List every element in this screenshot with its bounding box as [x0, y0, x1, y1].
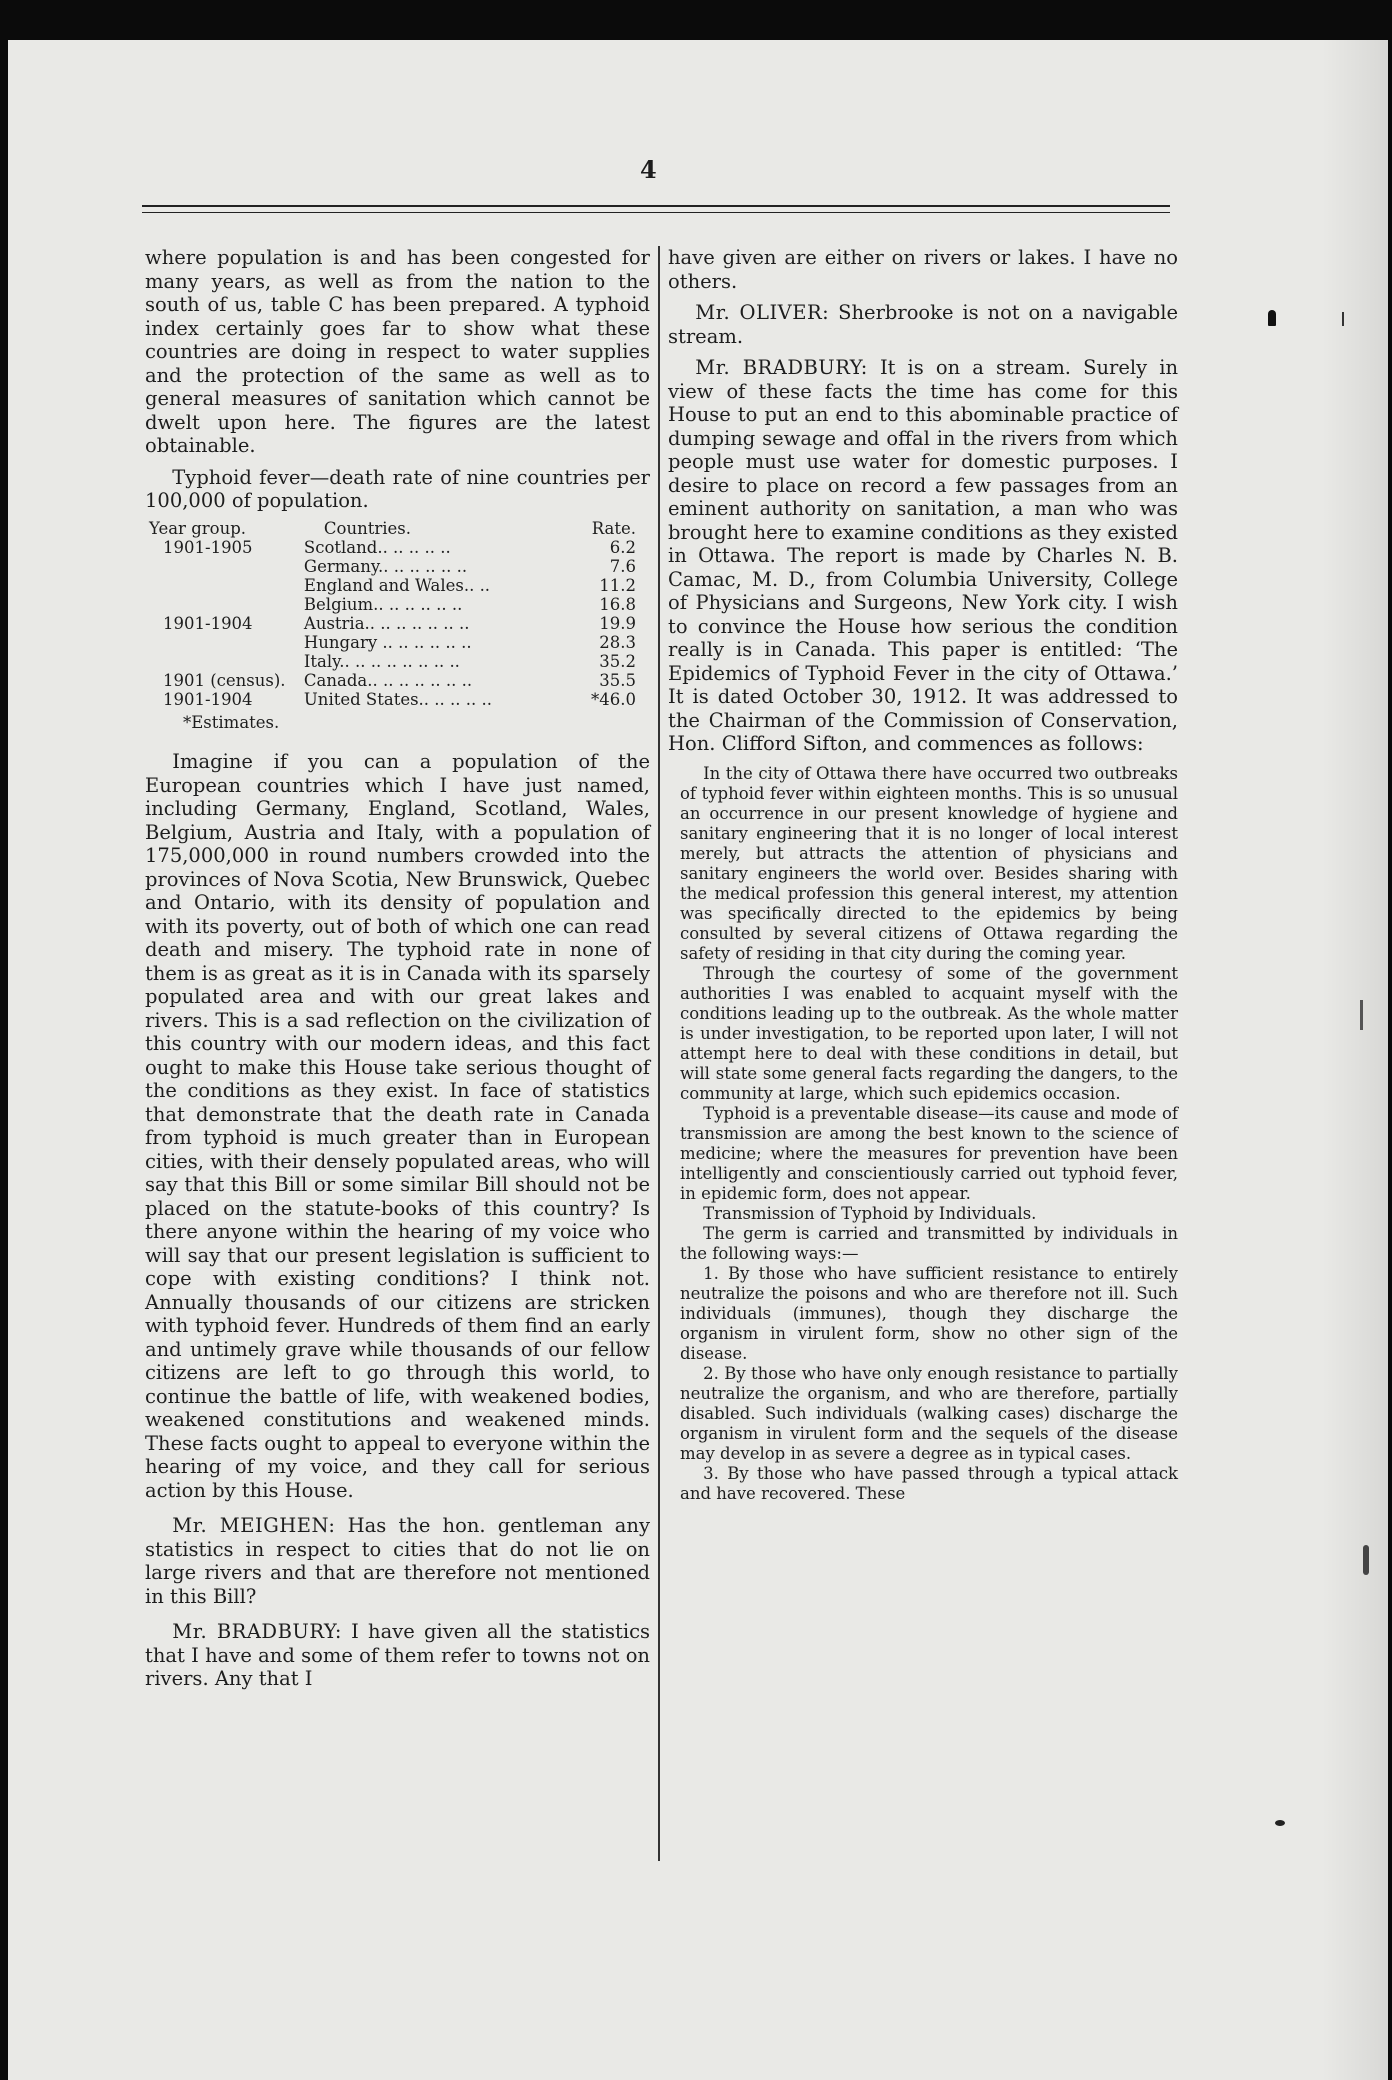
rate-cell: 35.5: [599, 670, 636, 690]
paragraph-bradbury-reply: [145, 1620, 650, 1691]
year-cell: [145, 576, 304, 595]
speaker-meighen: Mr. MEIGHEN:: [172, 1514, 336, 1537]
table-row: [145, 557, 650, 576]
meighen-question: Has the hon. gentleman any statistics in respect to cities that do not lie on large rivers and that are therefore not mentioned in this Bill?: [145, 1514, 650, 1608]
year-cell: 1901 (census).: [163, 670, 286, 690]
right-column: [668, 246, 1178, 1504]
oliver-remark: Sherbrooke is not on a navigable stream.: [668, 301, 1178, 348]
country-cell: Austria.. .. .. .. .. .. ..: [303, 613, 470, 633]
country-cell: Canada.. .. .. .. .. .. ..: [303, 670, 473, 690]
table-row: [145, 671, 650, 690]
table-row: [145, 576, 650, 595]
quote-paragraph: In the city of Ottawa there have occurred two outbreaks of typhoid fever within eighteen months. This is so unusual an occurrence in our present knowledge of hygiene and sanitary engineering that it is no longer of local interest merely, but attracts the attention of physicians and sanitary engineers the world over. Besides sharing with the medical profession this general interest, my attention was specifically directed to the epidemics by being consulted by several citizens of Ottawa regarding the safety of residing in that city during the coming year.: [680, 763, 1178, 963]
paragraph-imagine: Imagine if you can a population of the European countries which I have just named, including Germany, England, Scotland, Wales, Belgium, Austria and Italy, with a population of 175,000,000 in round numbers crowded into the provinces of Nova Scotia, New Brunswick, Quebec and Ontario, with its density of population and with its poverty, out of both of which one can read death and misery. The typhoid rate in none of them is as great as it is in Canada with its sparsely populated area and with our great lakes and rivers. This is a sad reflection on the civilization of this country with our modern ideas, and this fact ought to make this House take serious thought of the conditions as they exist. In face of statistics that demonstrate that the death rate in Canada from typhoid is much greater than in European cities, with their densely populated areas, who will say that this Bill or some similar Bill should not be placed on the statute-books of this country? Is there anyone within the hearing of my voice who will say that our present legislation is sufficient to cope with existing conditions? I think not. Annually thousands of our citizens are stricken with typhoid fever. Hundreds of them find an early and untimely grave while thousands of our fellow citizens are left to go through this world, to continue the battle of life, with weakened bodies, weakened constitutions and weakened minds. These facts ought to appeal to everyone within the hearing of my voice, and they call for serious action by this House.: [145, 750, 650, 1502]
column-divider: [658, 246, 660, 1861]
table-row: [145, 633, 650, 652]
table-row: [145, 690, 650, 709]
scan-speck: [1342, 312, 1344, 326]
year-cell: [145, 557, 304, 576]
table-footnote: *Estimates.: [183, 712, 280, 732]
quote-list-item: 2. By those who have only enough resistance to partially neutralize the organism, and who are therefore, partially disabled. Such individuals (walking cases) discharge the organism in virulent form and the sequels of the disease may develop in as severe a degree as in typical cases.: [680, 1363, 1178, 1463]
header-year-group: Year group.: [149, 518, 247, 538]
rate-cell: *46.0: [591, 689, 636, 709]
quote-list-item: 3. By those who have passed through a typical attack and have recovered. These: [680, 1463, 1178, 1503]
intro-paragraph: where population is and has been congested for many years, as well as from the nation to the south of us, table C has been prepared. A typhoid index certainly goes far to show what these countries are doing in respect to water supplies and the protection of the same as well as to general measures of sanitation which cannot be dwelt upon here. The figures are the latest obtainable.: [145, 246, 650, 457]
quote-paragraph: Through the courtesy of some of the government authorities I was enabled to acquaint myself with the conditions leading up to the outbreak. As the whole matter is under investigation, to be reported upon later, I will not attempt here to deal with these conditions in detail, but will state some general facts regarding the dangers, to the community at large, which such epidemics occasion.: [680, 963, 1178, 1103]
rate-cell: 28.3: [599, 632, 636, 652]
scan-speck: [1360, 1000, 1363, 1030]
paragraph-bradbury-statement: [668, 356, 1178, 756]
table-header-row: [145, 519, 650, 538]
speaker-bradbury: Mr. BRADBURY:: [695, 356, 868, 379]
country-cell: Germany.. .. .. .. .. ..: [303, 556, 468, 576]
year-cell: 1901-1905: [163, 537, 253, 557]
table-row: [145, 614, 650, 633]
year-cell: [145, 595, 304, 614]
bradbury-statement: It is on a stream. Surely in view of these facts the time has come for this House to put an end to this abominable practice of dumping sewage and offal in the rivers from which people must use water for domestic purposes. I desire to place on record a few passages from an eminent authority on sanitation, a man who was brought here to examine conditions as they existed in Ottawa. The report is made by Charles N. B. Camac, M. D., from Columbia University, College of Physicians and Surgeons, New York city. I wish to convince the House how serious the condition really is in Canada. This paper is entitled: ‘The Epidemics of Typhoid Fever in the city of Ottawa.’ It is dated October 30, 1912. It was addressed to the Chairman of the Commission of Conservation, Hon. Clifford Sifton, and commences as follows:: [668, 356, 1179, 755]
quote-subheading: Transmission of Typhoid by Individuals.: [703, 1203, 1037, 1223]
continuation-text: have given are either on rivers or lakes. I have no others.: [668, 246, 1178, 293]
year-cell: 1901-1904: [163, 689, 253, 709]
header-rule-top: [142, 205, 1170, 207]
paragraph-meighen: [145, 1514, 650, 1608]
page-edge-shadow: [1322, 40, 1392, 2080]
country-cell: Italy.. .. .. .. .. .. .. ..: [303, 651, 460, 671]
rate-cell: 19.9: [599, 613, 636, 633]
camac-report-quote: [668, 764, 1178, 1504]
header-rule-bottom: [142, 212, 1170, 213]
rate-cell: 6.2: [609, 537, 636, 557]
bradbury-reply: I have given all the statistics that I have and some of them refer to towns not on rivers. Any that I: [145, 1620, 650, 1690]
table-caption: Typhoid fever—death rate of nine countries per 100,000 of population.: [145, 465, 650, 512]
page-number: 4: [640, 155, 657, 184]
quote-paragraph: The germ is carried and transmitted by individuals in the following ways:—: [680, 1223, 1178, 1263]
country-cell: Belgium.. .. .. .. .. ..: [303, 594, 463, 614]
scan-speck: [1268, 310, 1276, 326]
year-cell: [145, 633, 304, 652]
quote-paragraph: Typhoid is a preventable disease—its cause and mode of transmission are among the best known to the science of medicine; where the measures for prevention have been intelligently and conscientiously carried out typhoid fever, in epidemic form, does not appear.: [680, 1103, 1178, 1203]
header-countries: Countries.: [323, 518, 411, 538]
year-cell: [145, 652, 304, 671]
speaker-bradbury: Mr. BRADBURY:: [172, 1620, 342, 1643]
rate-cell: 7.6: [609, 556, 636, 576]
table-row: [145, 595, 650, 614]
rate-cell: 11.2: [599, 575, 636, 595]
country-cell: Scotland.. .. .. .. ..: [303, 537, 451, 557]
country-cell: Hungary .. .. .. .. .. ..: [303, 632, 472, 652]
scan-speck: [1275, 1820, 1285, 1826]
country-cell: United States.. .. .. .. ..: [303, 689, 492, 709]
paragraph-oliver: [668, 301, 1178, 348]
scan-speck: [1363, 1545, 1369, 1575]
left-column: [145, 246, 650, 1699]
header-rate: Rate.: [591, 518, 636, 538]
typhoid-rate-table: [145, 519, 650, 709]
table-row: [145, 538, 650, 557]
table-row: [145, 652, 650, 671]
speaker-oliver: Mr. OLIVER:: [695, 301, 830, 324]
rate-cell: 16.8: [599, 594, 636, 614]
year-cell: 1901-1904: [163, 613, 253, 633]
rate-cell: 35.2: [599, 651, 636, 671]
country-cell: England and Wales.. ..: [303, 575, 491, 595]
quote-list-item: 1. By those who have sufficient resistance to entirely neutralize the poisons and who are therefore not ill. Such individuals (immunes), though they discharge the organism in virulent form, show no other sign of the disease.: [680, 1263, 1178, 1363]
